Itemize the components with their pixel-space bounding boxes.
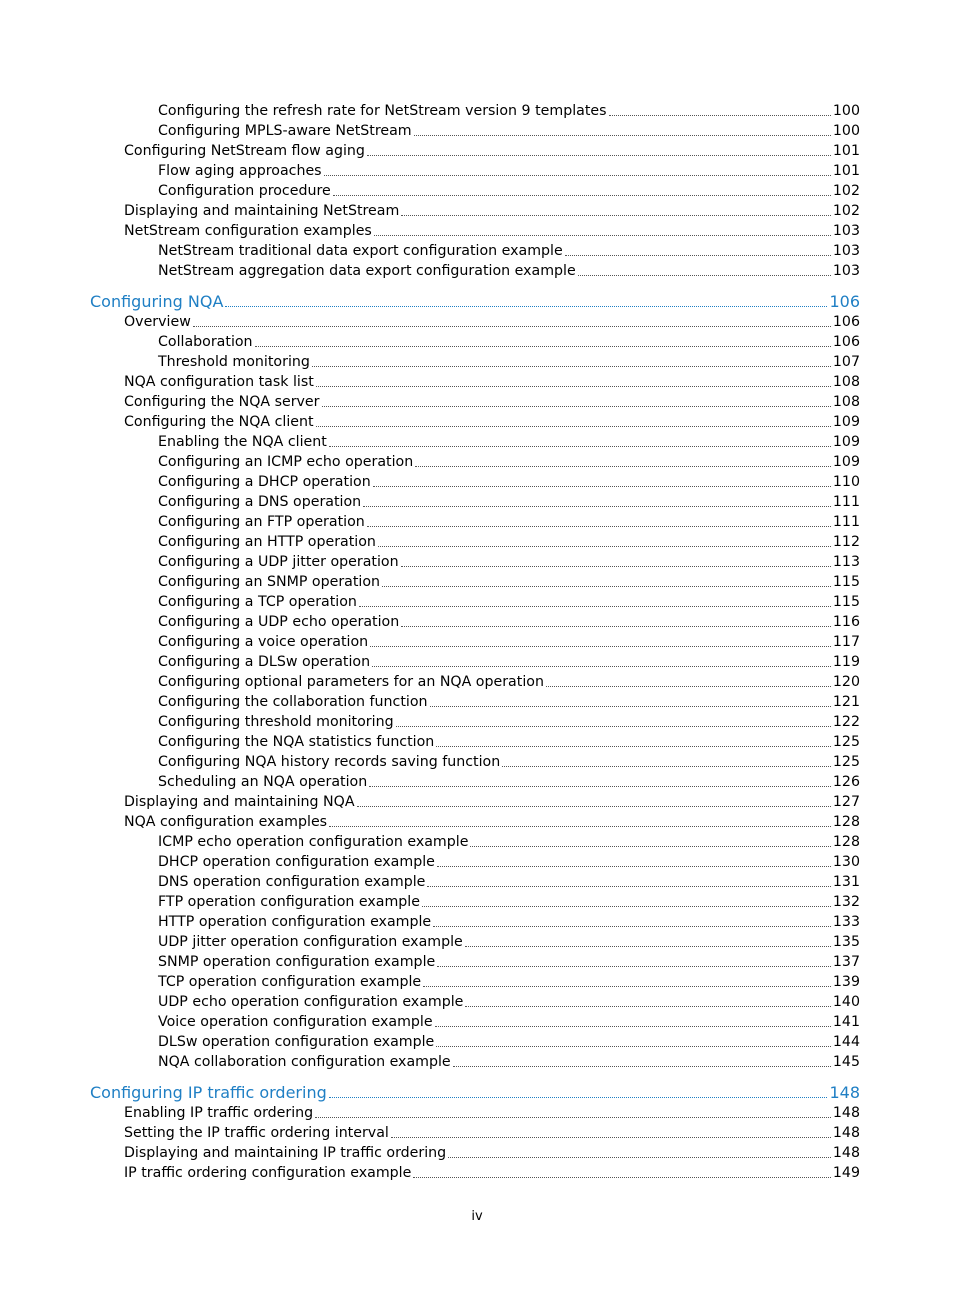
toc-entry-page: 132 (832, 894, 860, 910)
toc-entry-page: 106 (832, 314, 860, 330)
dot-leader (401, 566, 831, 567)
toc-entry-title: Configuring a UDP echo operation (158, 614, 400, 630)
toc-entry-title: Configuring a voice operation (158, 634, 369, 650)
dot-leader (324, 175, 831, 176)
toc-entry-title: NetStream traditional data export configuration example (158, 243, 563, 259)
toc-entry[interactable] (158, 591, 860, 611)
dot-leader (329, 826, 831, 827)
toc-entry-page: 109 (832, 434, 860, 450)
dot-leader (374, 235, 831, 236)
toc-entry-page: 131 (832, 874, 860, 890)
toc-entry-page: 148 (832, 1125, 860, 1141)
toc-entry-title: ICMP echo operation configuration example (158, 834, 469, 850)
dot-leader (401, 215, 831, 216)
toc-entry-page: 127 (832, 794, 860, 810)
toc-chapter-entry[interactable] (90, 1081, 860, 1103)
toc-entry[interactable] (124, 200, 860, 220)
dot-leader (565, 255, 831, 256)
toc-entry-title: DHCP operation configuration example (158, 854, 435, 870)
toc-entry[interactable] (158, 240, 860, 260)
toc-entry[interactable] (158, 531, 860, 551)
toc-entry-title: Configuring NQA (90, 292, 224, 311)
toc-entry-title: Setting the IP traffic ordering interval (124, 1125, 389, 1141)
dot-leader (316, 426, 831, 427)
toc-entry-page: 111 (832, 494, 860, 510)
toc-entry[interactable] (158, 871, 860, 891)
dot-leader (382, 586, 831, 587)
toc-entry-title: Scheduling an NQA operation (158, 774, 368, 790)
toc-entry-title: Displaying and maintaining IP traffic ordering (124, 1145, 447, 1161)
toc-entry-page: 103 (832, 223, 860, 239)
toc-entry[interactable] (124, 391, 860, 411)
toc-entry-title: Overview (124, 314, 191, 330)
dot-leader (329, 1097, 828, 1098)
toc-entry-title: DNS operation configuration example (158, 874, 426, 890)
toc-entry-title: Collaboration (158, 334, 253, 350)
toc-entry-page: 119 (832, 654, 860, 670)
toc-entry-title: Enabling IP traffic ordering (124, 1105, 314, 1121)
toc-entry-title: Configuring the NQA statistics function (158, 734, 435, 750)
toc-entry[interactable] (158, 851, 860, 871)
toc-entry[interactable] (124, 791, 860, 811)
dot-leader (436, 1046, 831, 1047)
toc-entry[interactable] (124, 371, 860, 391)
toc-entry-page: 144 (832, 1034, 860, 1050)
dot-leader (367, 526, 831, 527)
toc-entry-title: Configuring NQA history records saving function (158, 754, 501, 770)
toc-entry-title: Enabling the NQA client (158, 434, 327, 450)
toc-entry[interactable] (158, 451, 860, 471)
toc-entry-page: 133 (832, 914, 860, 930)
toc-entry-page: 109 (832, 414, 860, 430)
toc-entry[interactable] (124, 1122, 860, 1142)
toc-entry[interactable] (124, 411, 860, 431)
dot-leader (414, 135, 831, 136)
toc-entry-title: SNMP operation configuration example (158, 954, 436, 970)
dot-leader (329, 446, 831, 447)
toc-entry-title: Configuring optional parameters for an NQA operation (158, 674, 544, 690)
toc-entry-title: NetStream configuration examples (124, 223, 372, 239)
dot-leader (437, 966, 831, 967)
toc-entry[interactable] (158, 771, 860, 791)
toc-entry[interactable] (158, 751, 860, 771)
toc-entry-page: 115 (832, 574, 860, 590)
toc-entry-title: Configuring the refresh rate for NetStream version 9 templates (158, 103, 607, 119)
dot-leader (316, 386, 831, 387)
dot-leader (609, 115, 831, 116)
toc-entry[interactable] (158, 991, 860, 1011)
toc-entry-title: NetStream aggregation data export configuration example (158, 263, 576, 279)
dot-leader (255, 346, 831, 347)
toc-entry[interactable] (158, 471, 860, 491)
toc-entry-page: 102 (832, 183, 860, 199)
dot-leader (465, 1006, 831, 1007)
dot-leader (333, 195, 831, 196)
toc-entry-page: 121 (832, 694, 860, 710)
dot-leader (436, 746, 831, 747)
toc-entry[interactable] (158, 431, 860, 451)
toc-entry-page: 125 (832, 754, 860, 770)
toc-entry-title: UDP jitter operation configuration example (158, 934, 463, 950)
toc-entry[interactable] (158, 671, 860, 691)
toc-entry-page: 103 (832, 243, 860, 259)
dot-leader (502, 766, 831, 767)
toc-entry[interactable] (158, 100, 860, 120)
dot-leader (433, 926, 831, 927)
toc-entry-page: 108 (832, 374, 860, 390)
toc-entry-title: Configuring a TCP operation (158, 594, 357, 610)
toc-entry-page: 101 (832, 143, 860, 159)
toc-entry-title: Configuration procedure (158, 183, 331, 199)
dot-leader (322, 406, 831, 407)
dot-leader (363, 506, 831, 507)
toc-entry-page: 148 (829, 1083, 860, 1102)
toc-entry[interactable] (158, 631, 860, 651)
toc-entry-page: 101 (832, 163, 860, 179)
toc-entry-title: DLSw operation configuration example (158, 1034, 435, 1050)
toc-entry-title: Configuring an ICMP echo operation (158, 454, 414, 470)
toc-entry[interactable] (158, 951, 860, 971)
dot-leader (312, 366, 831, 367)
toc-entry-title: Configuring a DHCP operation (158, 474, 371, 490)
toc-entry[interactable] (158, 831, 860, 851)
toc-entry-page: 100 (832, 123, 860, 139)
toc-entry-page: 120 (832, 674, 860, 690)
toc-entry-title: Flow aging approaches (158, 163, 322, 179)
toc-entry[interactable] (124, 140, 860, 160)
dot-leader (435, 1026, 831, 1027)
dot-leader (396, 726, 831, 727)
toc-entry-page: 107 (832, 354, 860, 370)
toc-entry-page: 126 (832, 774, 860, 790)
toc-entry-title: Configuring the NQA server (124, 394, 320, 410)
toc-entry-page: 116 (832, 614, 860, 630)
toc-entry[interactable] (158, 651, 860, 671)
toc-entry-page: 141 (832, 1014, 860, 1030)
toc-entry[interactable] (158, 711, 860, 731)
toc-entry[interactable] (158, 491, 860, 511)
dot-leader (430, 706, 831, 707)
toc-entry-page: 145 (832, 1054, 860, 1070)
dot-leader (578, 275, 831, 276)
dot-leader (415, 466, 831, 467)
toc-entry-page: 122 (832, 714, 860, 730)
toc-entry[interactable] (158, 891, 860, 911)
toc-entry[interactable] (124, 1102, 860, 1122)
toc-entry-title: NQA collaboration configuration example (158, 1054, 451, 1070)
toc-entry-title: Configuring the NQA client (124, 414, 314, 430)
toc-entry-page: 149 (832, 1165, 860, 1181)
toc-entry-title: Threshold monitoring (158, 354, 310, 370)
toc-entry-title: FTP operation configuration example (158, 894, 420, 910)
toc-entry-page: 115 (832, 594, 860, 610)
toc-entry-title: Configuring a DNS operation (158, 494, 362, 510)
toc-entry-page: 112 (832, 534, 860, 550)
dot-leader (359, 606, 831, 607)
toc-chapter-entry[interactable] (90, 290, 860, 312)
toc-entry-page: 128 (832, 814, 860, 830)
dot-leader (427, 886, 831, 887)
toc-entry[interactable] (158, 180, 860, 200)
toc-entry-title: Configuring an FTP operation (158, 514, 365, 530)
dot-leader (369, 786, 831, 787)
dot-leader (193, 326, 831, 327)
toc-entry[interactable] (158, 260, 860, 280)
toc-entry-page: 140 (832, 994, 860, 1010)
toc-entry-title: Configuring NetStream flow aging (124, 143, 365, 159)
toc-entry[interactable] (158, 971, 860, 991)
toc-entry[interactable] (158, 1051, 860, 1071)
toc-entry-page: 137 (832, 954, 860, 970)
toc-entry-title: Configuring the collaboration function (158, 694, 428, 710)
toc-entry-page: 100 (832, 103, 860, 119)
toc-entry[interactable] (158, 1031, 860, 1051)
dot-leader (453, 1066, 831, 1067)
dot-leader (437, 866, 831, 867)
toc-entry-page: 113 (832, 554, 860, 570)
toc-entry-page: 130 (832, 854, 860, 870)
dot-leader (391, 1137, 831, 1138)
dot-leader (470, 846, 830, 847)
toc-entry[interactable] (158, 551, 860, 571)
dot-leader (422, 906, 831, 907)
toc-entry-title: Configuring a UDP jitter operation (158, 554, 399, 570)
toc-entry-title: Configuring MPLS-aware NetStream (158, 123, 412, 139)
toc-entry[interactable] (124, 1162, 860, 1182)
dot-leader (448, 1157, 831, 1158)
dot-leader (372, 666, 831, 667)
toc-entry-page: 106 (832, 334, 860, 350)
toc-entry[interactable] (158, 1011, 860, 1031)
toc-entry-page: 135 (832, 934, 860, 950)
toc-entry[interactable] (158, 731, 860, 751)
dot-leader (367, 155, 831, 156)
toc-entry[interactable] (124, 311, 860, 331)
dot-leader (373, 486, 831, 487)
toc-entry-title: Configuring IP traffic ordering (90, 1083, 327, 1102)
toc-entry[interactable] (158, 611, 860, 631)
toc-entry[interactable] (158, 351, 860, 371)
toc-entry[interactable] (158, 911, 860, 931)
toc-entry-page: 103 (832, 263, 860, 279)
toc-entry-page: 148 (832, 1145, 860, 1161)
toc-entry-page: 125 (832, 734, 860, 750)
dot-leader (225, 306, 827, 307)
toc-entry-title: Configuring an SNMP operation (158, 574, 381, 590)
toc-entry-title: NQA configuration examples (124, 814, 328, 830)
toc-entry-title: NQA configuration task list (124, 374, 314, 390)
toc-entry-page: 139 (832, 974, 860, 990)
toc-entry-page: 148 (832, 1105, 860, 1121)
toc-entry[interactable] (158, 160, 860, 180)
toc-entry[interactable] (158, 331, 860, 351)
dot-leader (378, 546, 831, 547)
toc-entry-page: 110 (832, 474, 860, 490)
dot-leader (370, 646, 831, 647)
dot-leader (413, 1177, 831, 1178)
toc-entry[interactable] (158, 511, 860, 531)
dot-leader (465, 946, 831, 947)
toc-entry-page: 106 (829, 292, 860, 311)
toc-entry-title: Configuring threshold monitoring (158, 714, 394, 730)
toc-entry-title: Displaying and maintaining NetStream (124, 203, 400, 219)
toc-entry-title: Displaying and maintaining NQA (124, 794, 355, 810)
toc-entry-title: IP traffic ordering configuration example (124, 1165, 412, 1181)
toc-entry[interactable] (158, 120, 860, 140)
dot-leader (357, 806, 831, 807)
toc-entry[interactable] (158, 931, 860, 951)
toc-entry-page: 108 (832, 394, 860, 410)
dot-leader (315, 1117, 831, 1118)
toc-entry[interactable] (158, 571, 860, 591)
dot-leader (423, 986, 831, 987)
toc-entry-title: HTTP operation configuration example (158, 914, 432, 930)
page-number: iv (471, 1209, 483, 1224)
toc-entry-page: 111 (832, 514, 860, 530)
toc-entry-title: Configuring a DLSw operation (158, 654, 371, 670)
toc-entry-page: 128 (832, 834, 860, 850)
toc-entry-title: TCP operation configuration example (158, 974, 422, 990)
toc-entry[interactable] (124, 811, 860, 831)
dot-leader (401, 626, 831, 627)
toc-entry[interactable] (158, 691, 860, 711)
toc-entry[interactable] (124, 1142, 860, 1162)
dot-leader (546, 686, 831, 687)
toc-entry-page: 117 (832, 634, 860, 650)
toc-entry-page: 109 (832, 454, 860, 470)
toc-entry-page: 102 (832, 203, 860, 219)
toc-entry-title: Voice operation configuration example (158, 1014, 433, 1030)
toc-entry-title: Configuring an HTTP operation (158, 534, 376, 550)
toc-entry[interactable] (124, 220, 860, 240)
toc-entry-title: UDP echo operation configuration example (158, 994, 464, 1010)
